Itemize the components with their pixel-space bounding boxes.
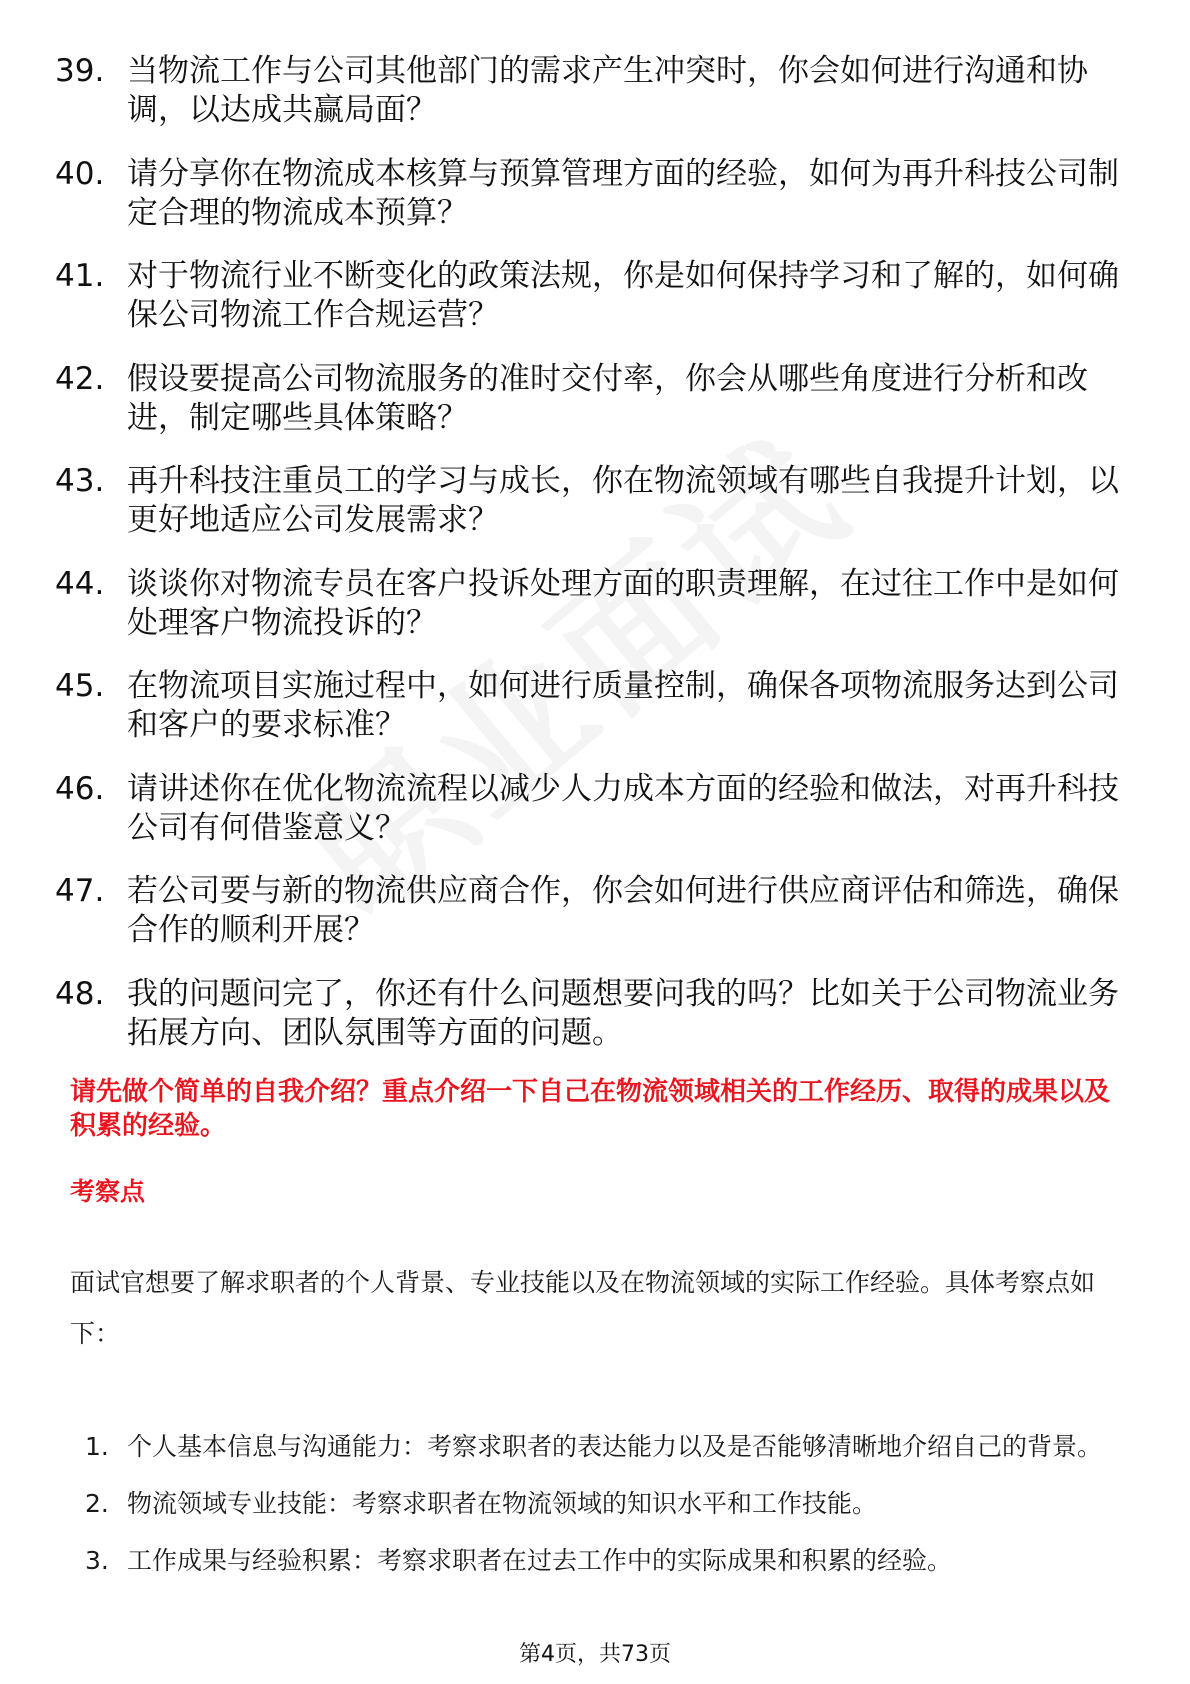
list-item-number: 3. — [85, 1546, 109, 1575]
question-number: 47. — [55, 873, 105, 909]
list-item — [85, 1475, 1125, 1532]
question-text: 请讲述你在优化物流流程以减少人力成本方面的经验和做法，对再升科技公司有何借鉴意义？ — [127, 770, 1119, 846]
page-footer: 第4页，共73页 — [519, 1642, 671, 1667]
question-list — [55, 52, 1125, 1077]
question-text: 再升科技注重员工的学习与成长，你在物流领域有哪些自我提升计划，以更好地适应公司发展需求？ — [127, 463, 1119, 538]
list-item — [85, 1418, 1125, 1475]
list-item-text: 物流领域专业技能：考察求职者在物流领域的知识水平和工作技能。 — [127, 1489, 878, 1518]
question-number: 45. — [55, 668, 105, 704]
question-text: 我的问题问完了，你还有什么问题想要问我的吗？比如关于公司物流业务拓展方向、团队氛围等方面的问题。 — [127, 975, 1119, 1051]
list-item-number: 1. — [85, 1432, 109, 1461]
intro-paragraph: 面试官想要了解求职者的个人背景、专业技能以及在物流领域的实际工作经验。具体考察点如下： — [70, 1268, 1096, 1348]
assessment-points-list — [85, 1418, 1125, 1589]
question-number: 41. — [55, 258, 105, 294]
question-item — [55, 462, 1125, 540]
question-text: 谈谈你对物流专员在客户投诉处理方面的职责理解，在过往工作中是如何处理客户物流投诉的？ — [127, 565, 1119, 641]
question-item — [55, 872, 1125, 950]
question-item — [55, 257, 1125, 335]
section-label: 考察点 — [70, 1177, 146, 1206]
question-item — [55, 360, 1125, 438]
list-item-text: 个人基本信息与沟通能力：考察求职者的表达能力以及是否能够清晰地介绍自己的背景。 — [127, 1432, 1103, 1461]
question-number: 39. — [55, 53, 105, 89]
question-text: 在物流项目实施过程中，如何进行质量控制，确保各项物流服务达到公司和客户的要求标准？ — [127, 668, 1119, 743]
question-text: 对于物流行业不断变化的政策法规，你是如何保持学习和了解的，如何确保公司物流工作合规运营？ — [127, 258, 1119, 333]
question-number: 44. — [55, 565, 105, 602]
question-item — [55, 975, 1125, 1053]
question-text: 当物流工作与公司其他部门的需求产生冲突时，你会如何进行沟通和协调，以达成共赢局面？ — [127, 53, 1088, 128]
question-number: 48. — [55, 975, 105, 1012]
question-number: 43. — [55, 463, 105, 499]
list-item — [85, 1532, 1125, 1589]
question-number: 40. — [55, 155, 105, 192]
list-item-text: 工作成果与经验积累：考察求职者在过去工作中的实际成果和积累的经验。 — [127, 1546, 953, 1575]
question-item — [55, 667, 1125, 745]
question-item — [55, 770, 1125, 848]
list-item-number: 2. — [85, 1489, 109, 1518]
question-text: 若公司要与新的物流供应商合作，你会如何进行供应商评估和筛选，确保合作的顺利开展？ — [127, 873, 1119, 948]
question-item — [55, 155, 1125, 233]
question-text: 假设要提高公司物流服务的准时交付率，你会从哪些角度进行分析和改进，制定哪些具体策略？ — [127, 360, 1088, 436]
question-item — [55, 565, 1125, 643]
question-item — [55, 52, 1125, 130]
question-text: 请分享你在物流成本核算与预算管理方面的经验，如何为再升科技公司制定合理的物流成本预算？ — [127, 155, 1119, 231]
question-number: 46. — [55, 770, 105, 807]
question-number: 42. — [55, 360, 105, 397]
highlight-question-heading: 请先做个简单的自我介绍？重点介绍一下自己在物流领域相关的工作经历、取得的成果以及积累的经验。 — [70, 1077, 1111, 1141]
